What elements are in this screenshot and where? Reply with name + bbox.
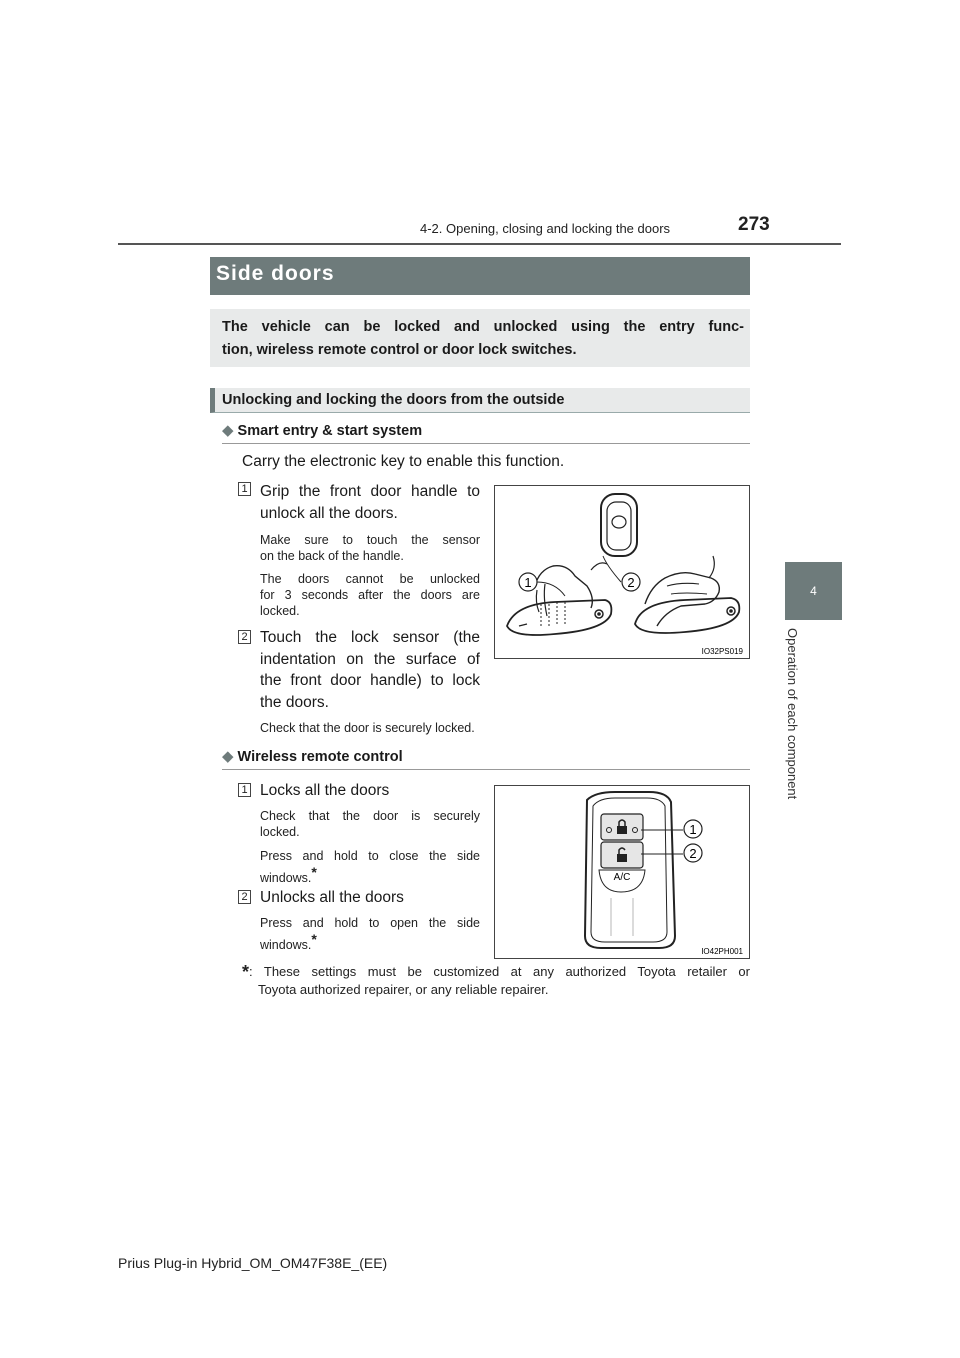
step-note: The doors cannot be unlocked for 3 seconds after the doors are locked. (260, 572, 480, 618)
step-text: Unlocks all the doors (260, 889, 404, 906)
step-text: Grip the front door handle to unlock all the doors. (260, 483, 480, 522)
door-handle-illustration (495, 486, 749, 658)
header-rule (118, 243, 841, 245)
footnote: *: These settings must be customized at any authorized Toyota retailer or Toyota authorized repairer, or any reliable repairer. (242, 962, 750, 997)
page-title: Side doors (216, 262, 335, 285)
step-note: Press and hold to close the side windows.* (260, 849, 480, 886)
document-footer: Prius Plug-in Hybrid_OM_OM47F38E_(EE) (118, 1255, 388, 1271)
callout-2 (603, 556, 640, 591)
chapter-tab-label: Operation of each component (785, 628, 800, 800)
asterisk-marker: * (311, 931, 317, 947)
step-number-badge: 2 (238, 630, 251, 644)
svg-text:1: 1 (524, 575, 532, 590)
intro-line-1: The vehicle can be locked and unlocked using the entry func- (222, 319, 744, 335)
callout-1 (519, 573, 565, 596)
door-handle-figure (494, 485, 750, 659)
ac-button-label: A/C (613, 872, 631, 883)
door-handle-right (635, 556, 739, 633)
intro-text (222, 316, 744, 362)
door-handle-left (507, 563, 611, 635)
step-note: Press and hold to open the side windows.* (260, 916, 480, 953)
figure-code: IO32PS019 (701, 647, 743, 656)
step-text: Locks all the doors (260, 782, 390, 799)
wireless-heading: ◆ Wireless remote control (222, 748, 403, 765)
footnote-marker: * (242, 962, 250, 982)
remote-key-icon (585, 792, 675, 948)
asterisk-marker: * (311, 864, 317, 880)
remote-illustration (495, 786, 749, 958)
diamond-bullet-icon: ◆ (222, 748, 234, 765)
smart-key-icon (601, 494, 637, 556)
chapter-tab: 4 (785, 562, 842, 620)
smart-entry-intro: Carry the electronic key to enable this function. (242, 453, 565, 470)
step-number-badge: 1 (238, 783, 251, 797)
step-number-badge: 1 (238, 482, 251, 496)
step-note: Check that the door is securely locked. (260, 721, 475, 735)
step-number-badge: 2 (238, 890, 251, 904)
heading-rule (222, 769, 750, 770)
intro-line-2: tion, wireless remote control or door lock switches. (222, 342, 577, 358)
diamond-bullet-icon: ◆ (222, 422, 234, 439)
step-note: Make sure to touch the sensor on the back of the handle. (260, 533, 480, 563)
subsection-title: Unlocking and locking the doors from the outside (222, 392, 565, 408)
svg-text:1: 1 (689, 822, 697, 837)
figure-code: IO42PH001 (701, 947, 743, 956)
section-breadcrumb: 4-2. Opening, closing and locking the doors (420, 221, 671, 236)
page-number: 273 (738, 214, 770, 235)
heading-rule (222, 443, 750, 444)
step-text: Touch the lock sensor (the indentation on the surface of the front door handle) to lock the doors. (260, 629, 480, 711)
svg-text:2: 2 (689, 846, 697, 861)
step-note: Check that the door is securely locked. (260, 809, 480, 839)
remote-figure (494, 785, 750, 959)
svg-text:2: 2 (627, 575, 635, 590)
smart-entry-heading: ◆ Smart entry & start system (222, 422, 423, 439)
